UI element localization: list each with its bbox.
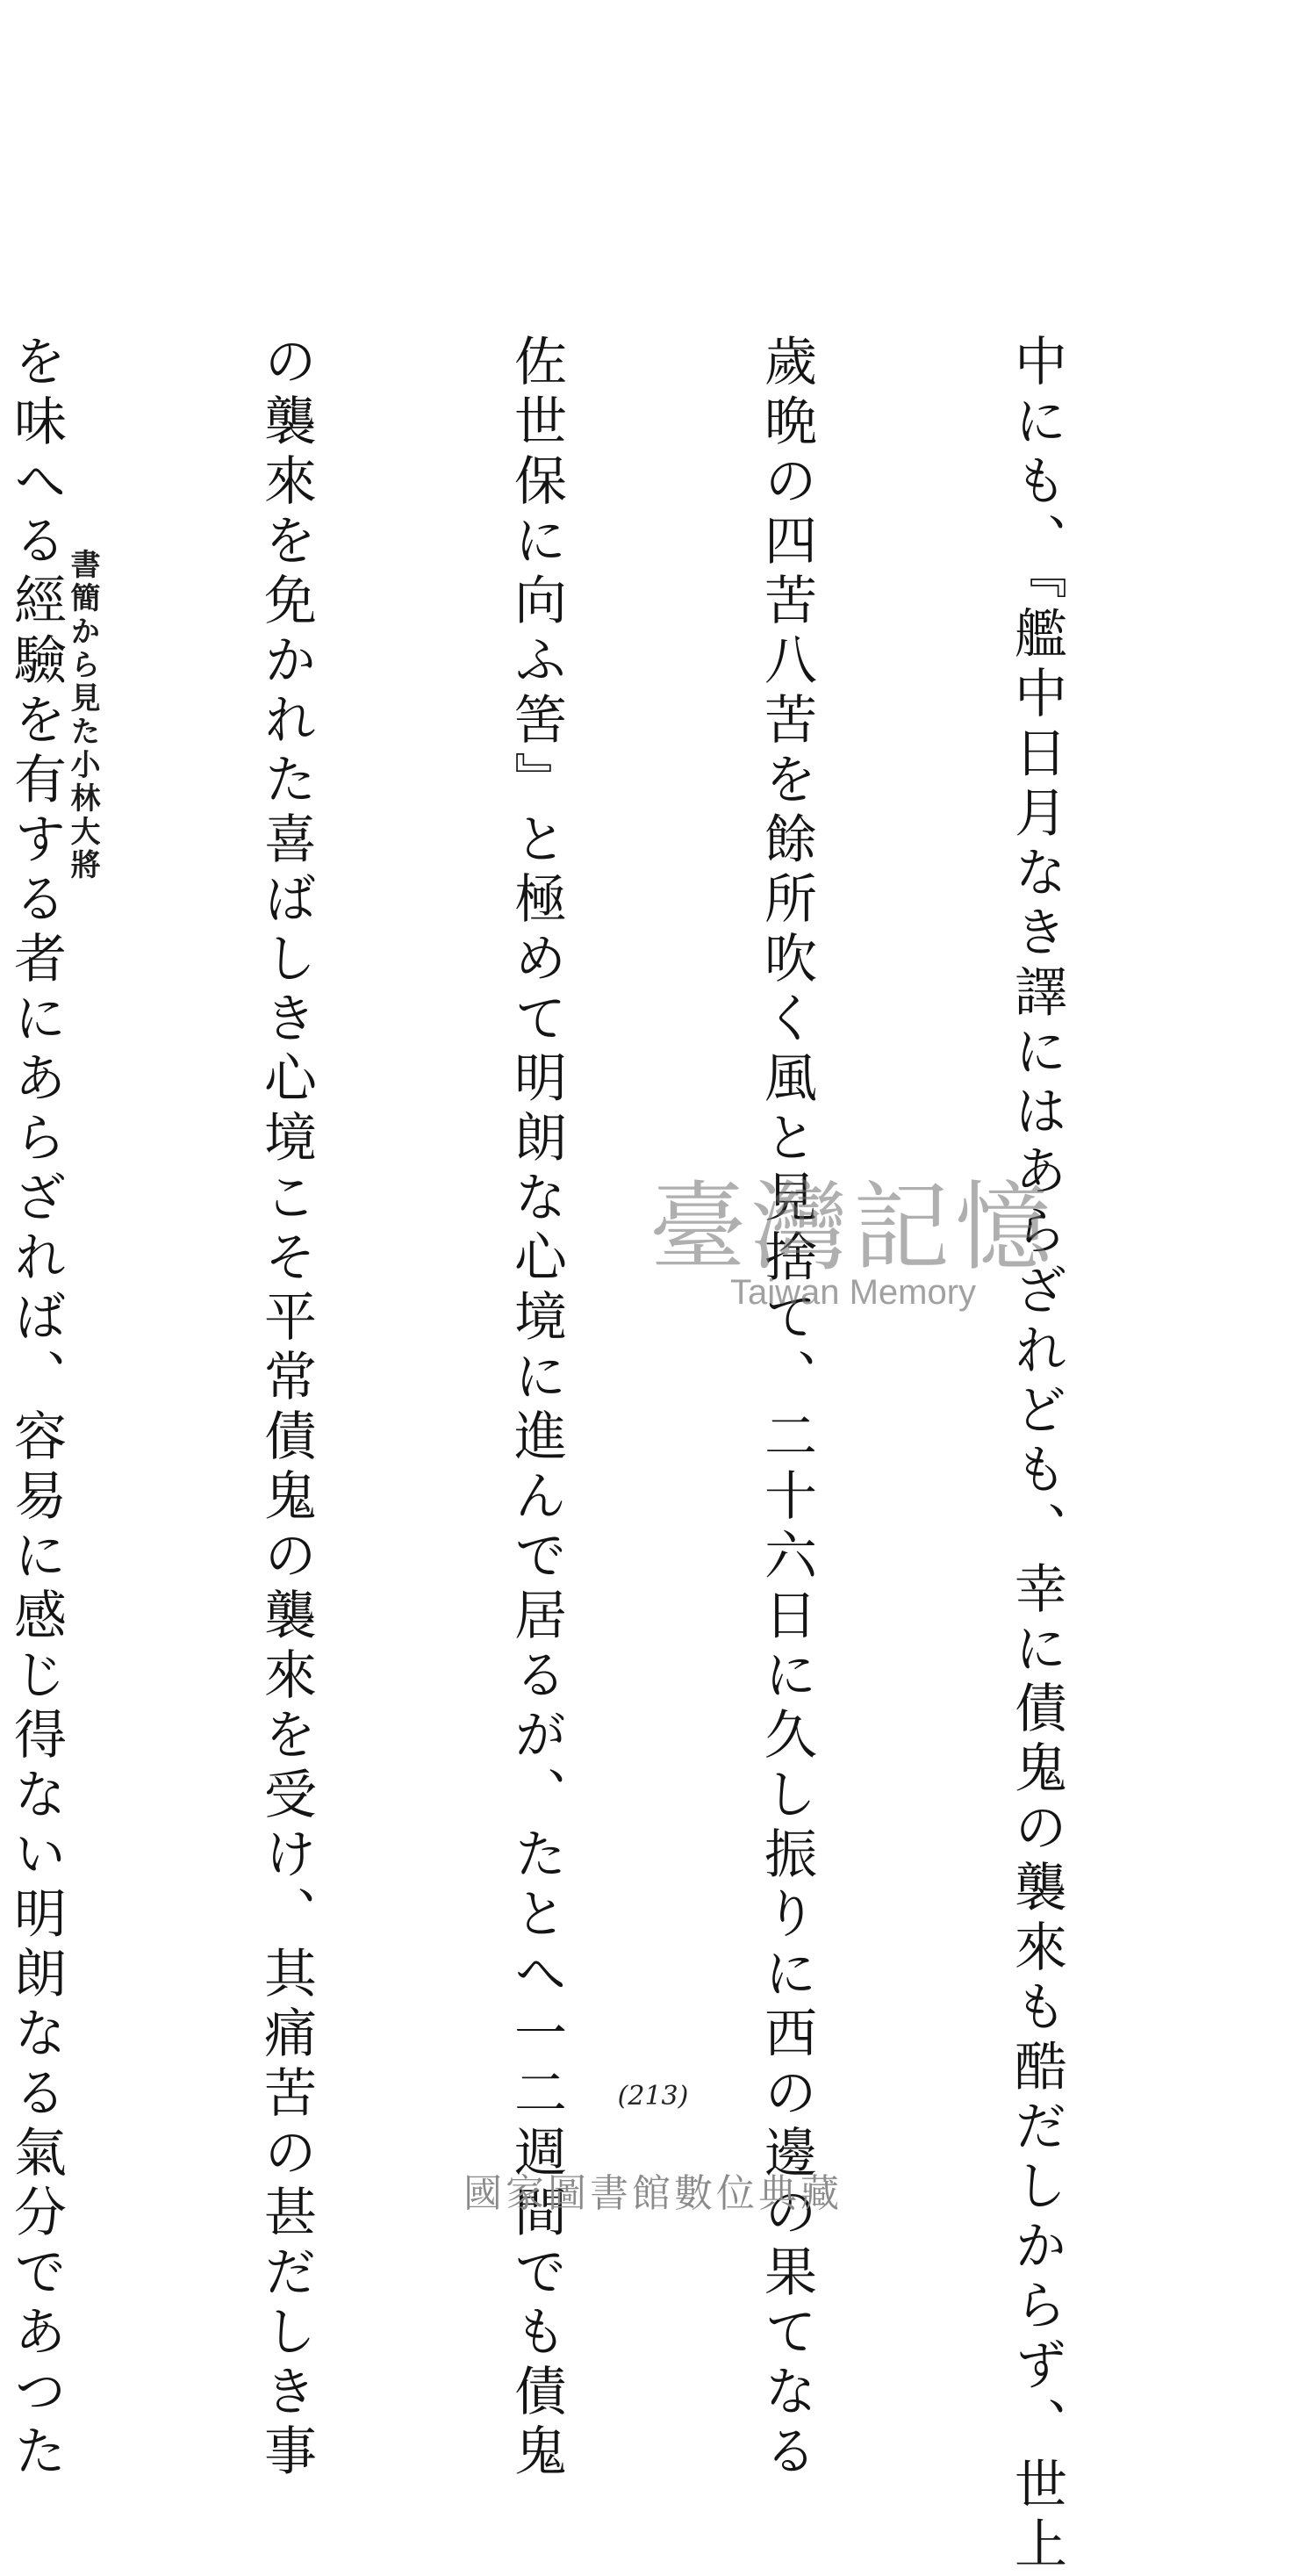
text-column: を味へる經驗を有する者にあらざれば、容易に感じ得ない明朗なる氣分であつた	[5, 334, 67, 2483]
running-header: 書簡から見た小林大將	[65, 549, 100, 882]
library-footer: 國家圖書館數位典藏	[463, 2171, 843, 2216]
text-column: 佐世保に向ふ筈』と極めて明朗な心境に進んで居るが、たとへ一二週間でも債鬼	[506, 334, 567, 2483]
page-number: (213)	[617, 2081, 689, 2112]
text-column: 中にも、『艦中日月なき譯にはあらざれども、幸に債鬼の襲來も酷だしからず、世上	[1006, 334, 1067, 2576]
text-column: の襲來を免かれた喜ばしき心境こそ平常債鬼の襲來を受け、其痛苦の甚だしき事	[255, 334, 317, 2483]
watermark-subtitle: Taiwan Memory	[729, 1273, 977, 1312]
watermark-title: 臺灣記憶	[649, 1171, 1057, 1284]
text-column: 歲晩の四苦八苦を餘所吹く風と見捨て、二十六日に久し振りに西の邊の果てなる	[756, 334, 817, 2483]
